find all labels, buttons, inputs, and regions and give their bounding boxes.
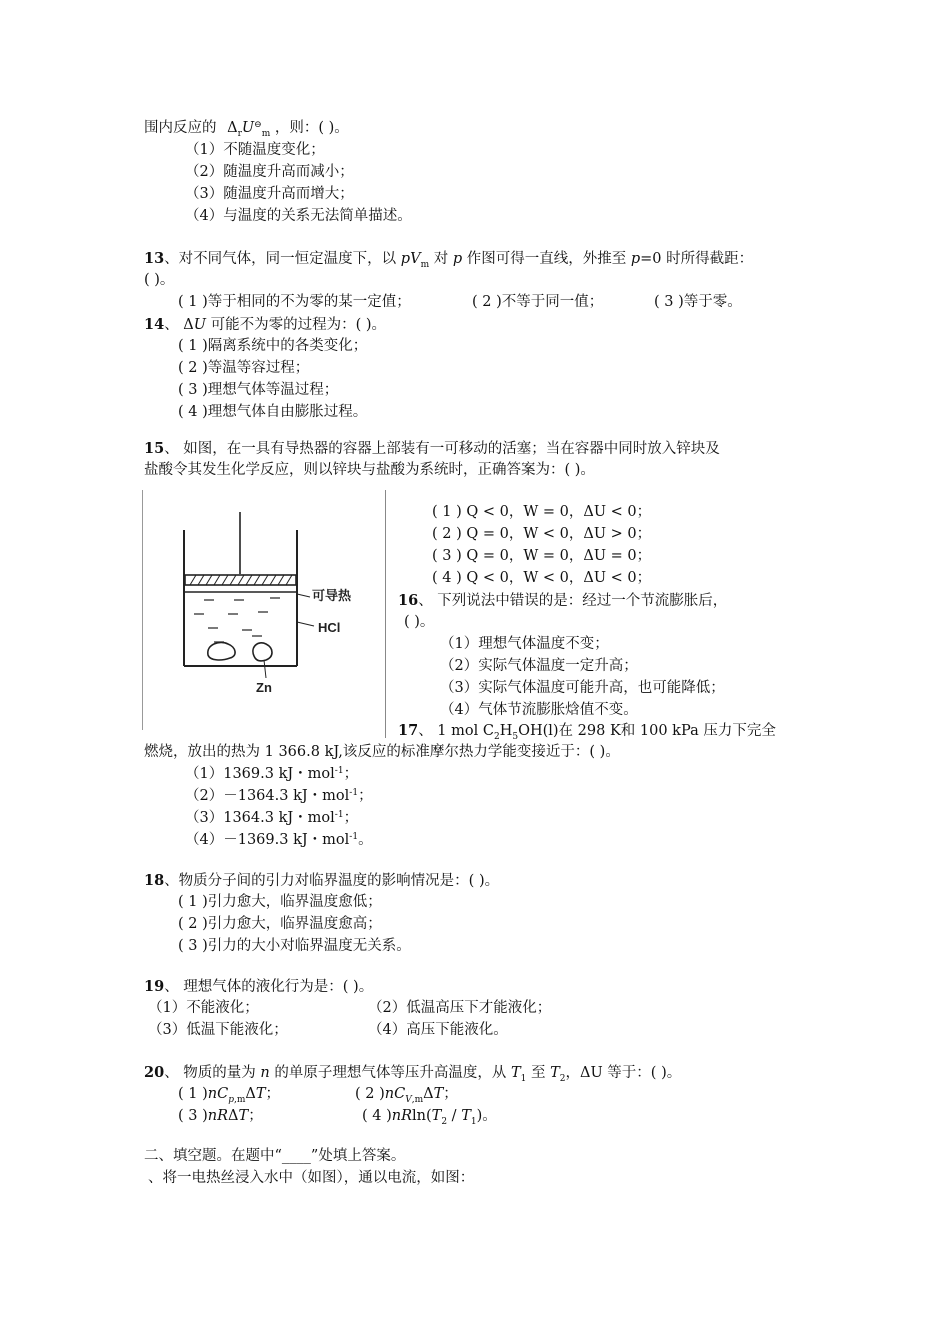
q14-opt-2: ( 2 )等温等容过程； — [178, 360, 310, 376]
section-2-line: 、将一电热丝浸入水中（如图），通以电流，如图： — [148, 1170, 475, 1186]
q15-opt-4: ( 4 ) Q < 0，W < 0，ΔU < 0； — [432, 570, 652, 586]
q17-opt-1: （1）1369.3 kJ・mol$^{-1}$； — [185, 766, 359, 782]
q18-opt-2: ( 2 )引力愈大，临界温度愈高； — [178, 916, 382, 932]
q18-opt-3: ( 3 )引力的大小对临界温度无关系。 — [178, 938, 411, 954]
q15-opt-1: ( 1 ) Q < 0，W = 0，ΔU < 0； — [432, 504, 652, 520]
q20-stem: 20、 物质的量为 n 的单原子理想气体等压升高温度，从 $T_1$ 至 $T_2$，ΔU 等于：( )。 — [144, 1064, 682, 1084]
label-conduct: 可导热 — [312, 589, 352, 604]
q14-opt-4: ( 4 )理想气体自由膨胀过程。 — [178, 404, 368, 420]
q16-opt-4: （4）气体节流膨胀焓值不变。 — [440, 702, 638, 718]
q15-stem-2: 盐酸令其发生化学反应，则以锌块与盐酸为系统时，正确答案为：( )。 — [144, 462, 595, 478]
q13-stem: 13、对不同气体，同一恒定温度下，以 $pV_m$ 对 p 作图可得一直线，外推至 p=0 时所得截距： — [144, 250, 754, 270]
figure-divider — [385, 490, 386, 738]
q15-stem-1: 15、 如图，在一具有导热器的容器上部装有一可移动的活塞；当在容器中同时放入锌块及 — [144, 440, 720, 457]
q13-opt-2: ( 2 )不等于同一值； — [472, 294, 604, 310]
q12-opt-2: （2）随温度升高而减小； — [185, 164, 354, 180]
q17-opt-4: （4）－1369.3 kJ・mol$^{-1}$。 — [185, 832, 373, 848]
q16-stem: 16、 下列说法中错误的是：经过一个节流膨胀后， — [398, 592, 728, 609]
q20-opt-2: ( 2 )$nC_{V,m}\Delta T$； — [355, 1086, 458, 1105]
q12-opt-1: （1）不随温度变化； — [185, 142, 325, 158]
q16-opt-2: （2）实际气体温度一定升高； — [440, 658, 638, 674]
q20-opt-4: ( 4 )$nRln(T_2 / T_1)$。 — [362, 1108, 497, 1127]
label-zn: Zn — [256, 680, 272, 695]
q15-opt-2: ( 2 ) Q = 0，W < 0，ΔU > 0； — [432, 526, 652, 542]
q16-opt-3: （3）实际气体温度可能升高，也可能降低； — [440, 680, 725, 696]
q15-opt-3: ( 3 ) Q = 0，W = 0，ΔU = 0； — [432, 548, 652, 564]
q17-opt-3: （3）1364.3 kJ・mol$^{-1}$； — [185, 810, 359, 826]
q13-opt-3: ( 3 )等于零。 — [654, 294, 742, 310]
q12-opt-4: （4）与温度的关系无法简单描述。 — [185, 208, 412, 224]
q12-opt-3: （3）随温度升高而增大； — [185, 186, 354, 202]
piston-container-figure — [142, 490, 386, 730]
q18-stem: 18、物质分子间的引力对临界温度的影响情况是：( )。 — [144, 872, 500, 889]
q17-stem: 17、 1 mol $C_2H_5OH(l)$在 298 K和 100 kPa 压力下完全 — [398, 722, 776, 742]
q14-stem: 14、 ΔU 可能不为零的过程为：( )。 — [144, 316, 387, 333]
q19-opt-2: （2）低温高压下才能液化； — [368, 1000, 552, 1016]
label-hcl: HCl — [318, 620, 341, 635]
q20-opt-3: ( 3 )nRΔT； — [178, 1108, 263, 1124]
q14-opt-3: ( 3 )理想气体等温过程； — [178, 382, 339, 398]
q20-opt-1: ( 1 )$nC_{p,m}\Delta T$； — [178, 1086, 281, 1105]
q17-opt-2: （2）－1364.3 kJ・mol$^{-1}$； — [185, 788, 373, 804]
section-2-title: 二、填空题。在题中“____”处填上答案。 — [144, 1148, 406, 1164]
q16-opt-1: （1）理想气体温度不变； — [440, 636, 609, 652]
q19-opt-4: （4）高压下能液化。 — [368, 1022, 508, 1038]
q13-opt-1: ( 1 )等于相同的不为零的某一定值； — [178, 294, 411, 310]
q19-stem: 19、 理想气体的液化行为是：( )。 — [144, 978, 374, 995]
q12-tail: 围内反应的 $\Delta_rU^⊖_m$ ，则：( )。 — [144, 120, 349, 139]
q14-opt-1: ( 1 )隔离系统中的各类变化； — [178, 338, 368, 354]
q19-opt-3: （3）低温下能液化； — [148, 1022, 288, 1038]
q13-paren: ( )。 — [144, 272, 175, 288]
q17-stem-2: 燃烧，放出的热为 1 366.8 kJ,该反应的标准摩尔热力学能变接近于：( )。 — [144, 744, 620, 760]
q16-paren: ( )。 — [404, 614, 435, 630]
piston-diagram — [142, 490, 386, 730]
q18-opt-1: ( 1 )引力愈大，临界温度愈低； — [178, 894, 382, 910]
q19-opt-1: （1）不能液化； — [148, 1000, 259, 1016]
